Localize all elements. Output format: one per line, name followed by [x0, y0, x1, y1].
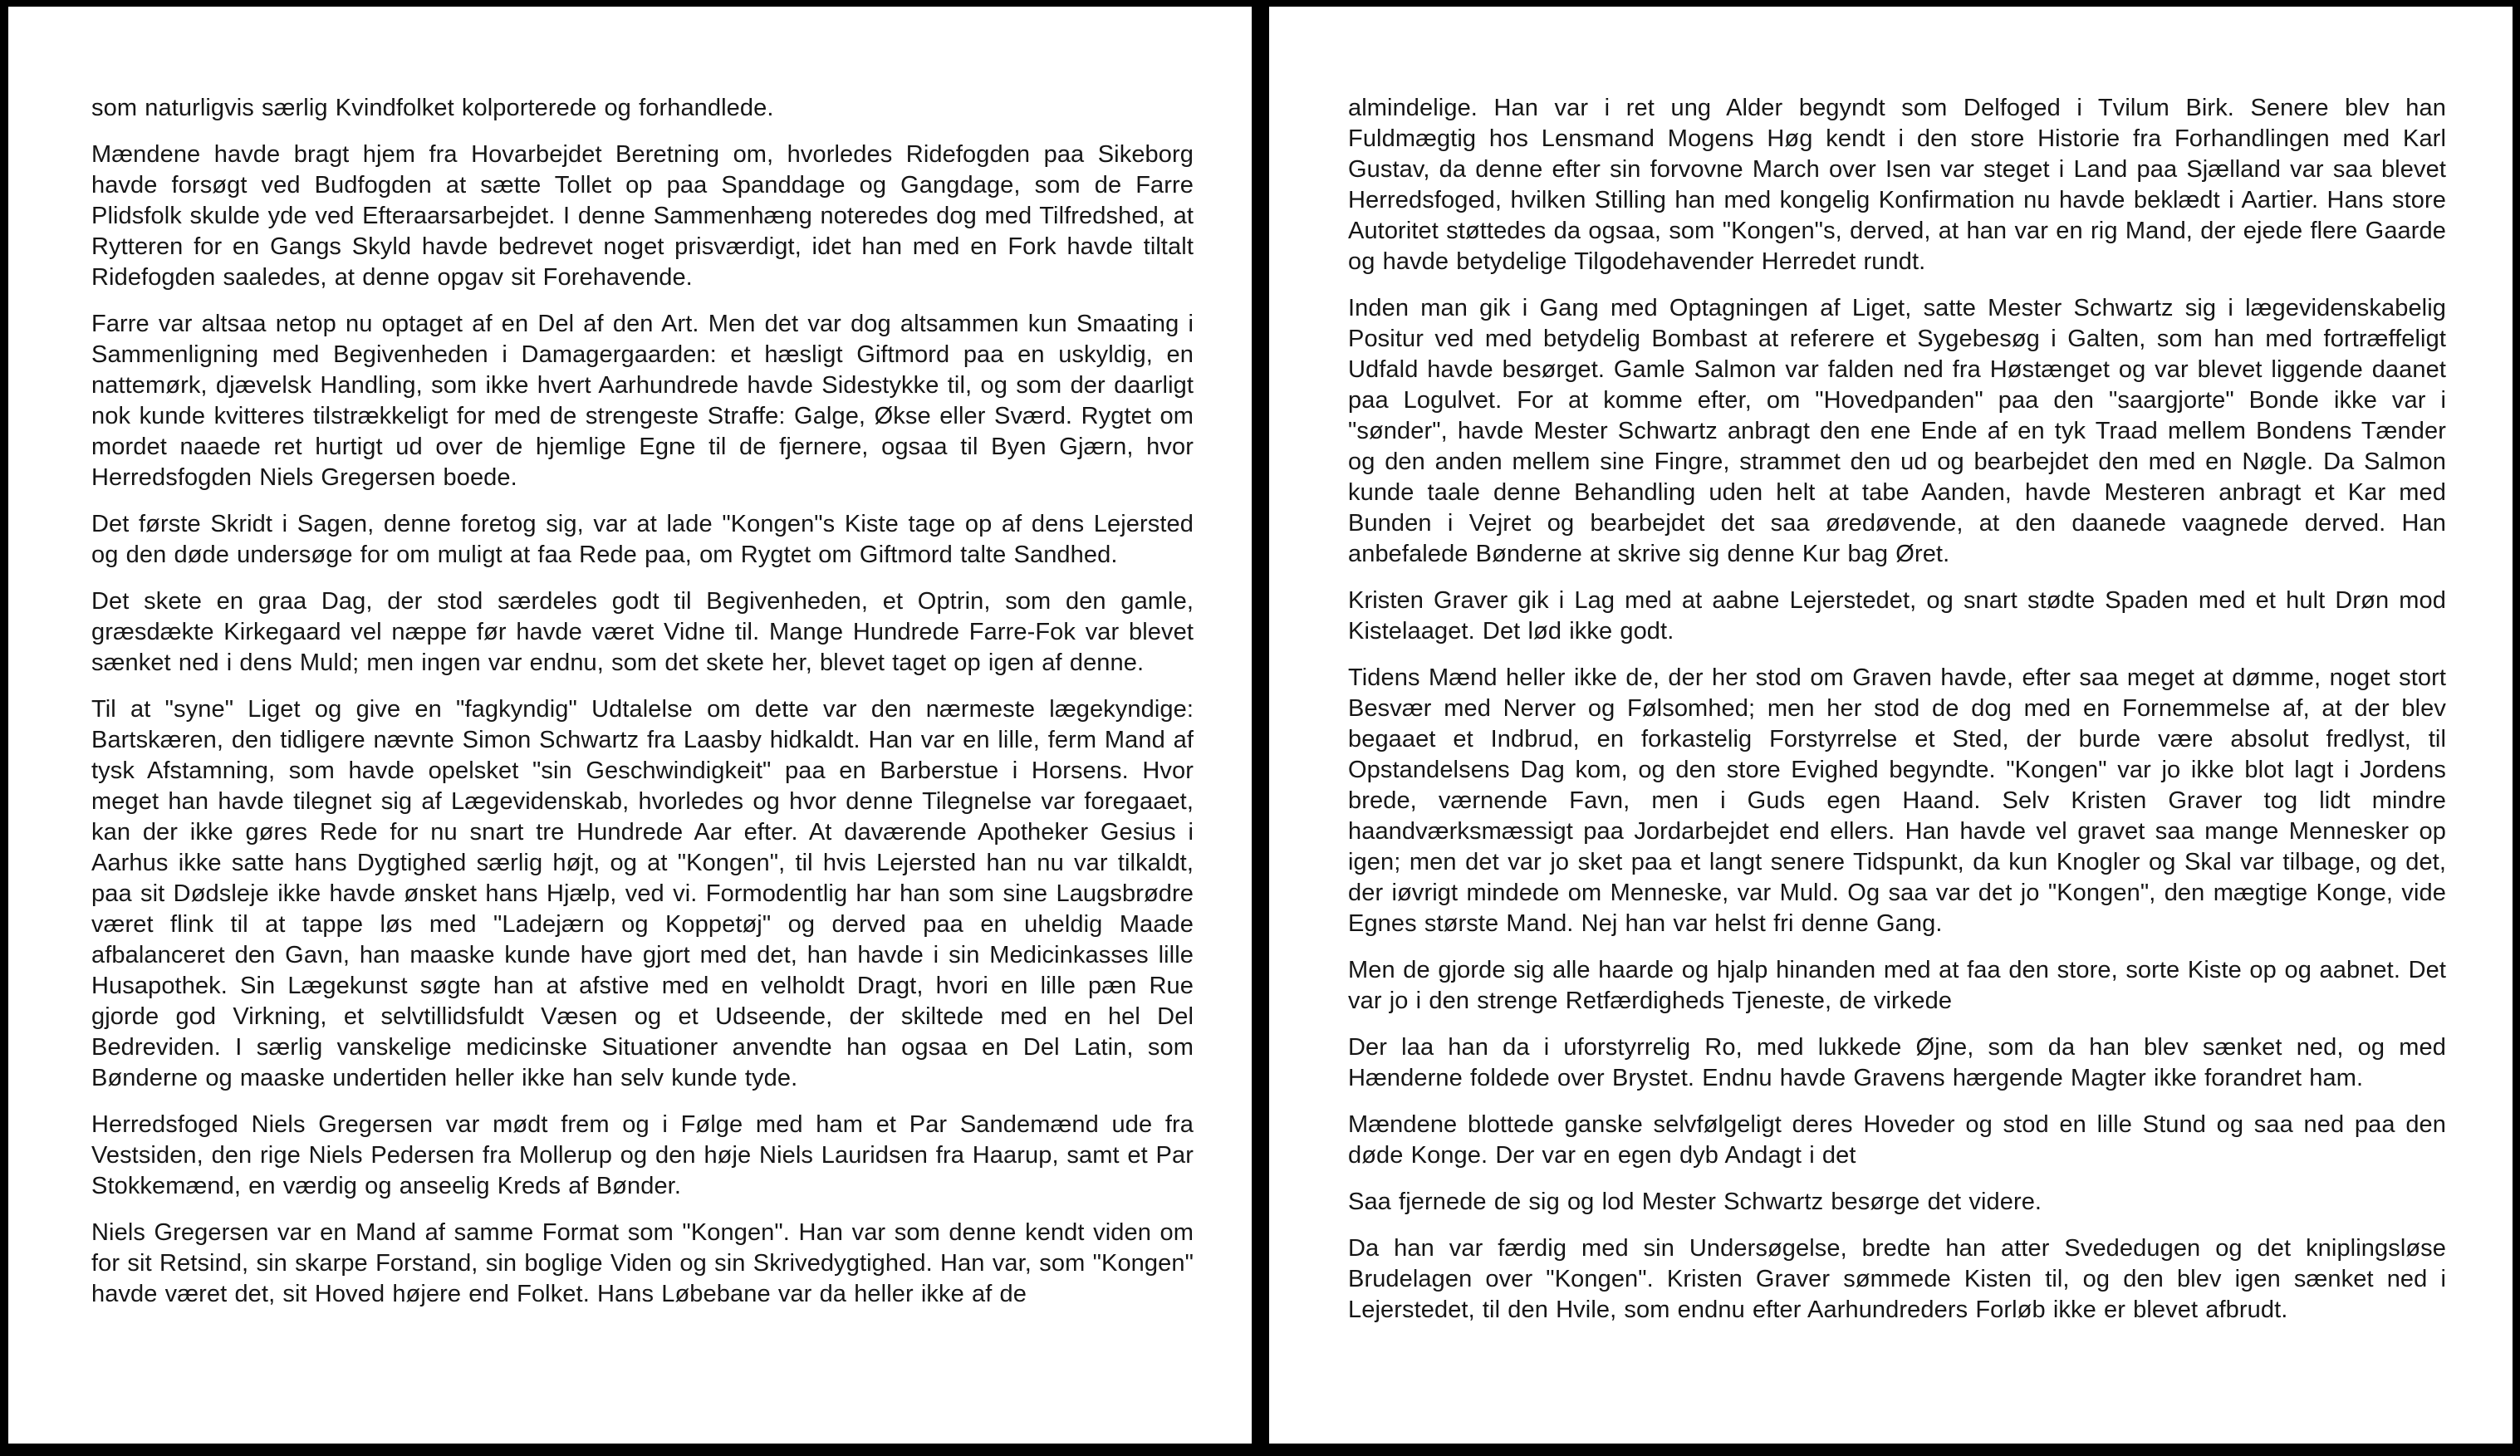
paragraph: Herredsfoged Niels Gregersen var mødt frem og i Følge med ham et Par Sandemænd ude fra Vestsiden, den rige Niels Pedersen fra Mollerup og den høje Niels Lauridsen fra Haarup, samt et Par Stokkemænd, en værdig og anseelig Kreds af Bønder.	[91, 1111, 1194, 1199]
paragraph: Det skete en graa Dag, der stod særdeles godt til Begivenheden, et Optrin, som den gamle, græsdækte Kirkegaard vel næppe før havde været Vidne til. Mange Hundrede Farre-Fok var blevet sænket ned i dens Muld; men ingen var endnu, som det skete her, blevet taget op igen af denne.	[91, 588, 1194, 676]
paragraph: Men de gjorde sig alle haarde og hjalp hinanden med at faa den store, sorte Kiste op og aabnet. Det var jo i den strenge Retfærdigheds Tjeneste, de virkede	[1348, 957, 2446, 1014]
paragraph: almindelige. Han var i ret ung Alder begyndt som Delfoged i Tvilum Birk. Senere blev han Fuldmægtig hos Lensmand Mogens Høg kendt i den store Historie fra Forhandlingen med Karl Gustav, da denne efter sin forvovne March over Isen var steget i Land paa Sjælland var saa blevet Herredsfoged, hvilken Stilling han med kongelig Konfirmation nu havde beklædt i Aartier. Hans store Autoritet støttedes da ogsaa, som "Kongen"s, derved, at han var en rig Mand, der ejede flere Gaarde og havde betydelige Tilgodehavender Herredet rundt.	[1348, 95, 2446, 275]
paragraph: Niels Gregersen var en Mand af samme Format som "Kongen". Han var som denne kendt viden om for sit Retsind, sin skarpe Forstand, sin boglige Viden og sin Skrivedygtighed. Han var, som "Kongen" havde været det, sit Hoved højere end Folket. Hans Løbebane var da heller ikke af de	[91, 1219, 1194, 1307]
paragraph: Til at "syne" Liget og give en "fagkyndig" Udtalelse om dette var den nærmeste lægekyndige: Bartskæren, den tidligere nævnte Simon Schwartz fra Laasby hidkaldt. Han var en lille, ferm Mand af tysk Afstamning, som havde opelsket "sin Geschwindigkeit" paa en Barberstue i Horsens. Hvor meget han havde tilegnet sig af Lægevidenskab, hvorledes og hvor denne Tilegnelse var foregaaet, kan der ikke gøres Rede for nu snart tre Hundrede Aar efter. At daværende Apotheker Gesius i Aarhus ikke satte hans Dygtighed særlig højt, og at "Kongen", til hvis Lejersted han nu var tilkaldt, paa sit Dødsleje ikke havde ønsket hans Hjælp, ved vi. Formodentlig har han som sine Laugsbrødre været flink til at tappe løs med "Ladejærn og Koppetøj" og derved paa en uheldig Maade afbalanceret den Gavn, han maaske kunde have gjort med det, han havde i sin Medicinkasses lille Husapothek. Sin Lægekunst søgte han at afstive med en velholdt Dragt, hvori en lille pæn Rue gjorde god Virkning, et selvtillidsfuldt Væsen og et Udseende, der skiltede med en hel Del Bedreviden. I særlig vanskelige medicinske Situationer anvendte han ogsaa en Del Latin, som Bønderne og maaske undertiden heller ikke han selv kunde tyde.	[91, 696, 1194, 1091]
paragraph: Da han var færdig med sin Undersøgelse, bredte han atter Svededugen og det kniplingsløse Brudelagen over "Kongen". Kristen Graver sømmede Kisten til, og den blev igen sænket ned i Lejerstedet, til den Hvile, som endnu efter Aarhundreders Forløb ikke er blevet afbrudt.	[1348, 1235, 2446, 1323]
paragraph: Kristen Graver gik i Lag med at aabne Lejerstedet, og snart stødte Spaden med et hult Drøn mod Kistelaaget. Det lød ikke godt.	[1348, 587, 2446, 645]
paragraph: Farre var altsaa netop nu optaget af en Del af den Art. Men det var dog altsammen kun Smaating i Sammenligning med Begivenheden i Damagergaarden: et hæsligt Giftmord paa en uskyldig, en nattemørk, djævelsk Handling, som ikke hvert Aarhundrede havde Sidestykke til, og som der daarligt nok kunde kvitteres tilstrækkeligt for med de strengeste Straffe: Galge, Økse eller Sværd. Rygtet om mordet naaede ret hurtigt ud over de hjemlige Egne til de fjernere, ogsaa til Byen Gjærn, hvor Herredsfogden Niels Gregersen boede.	[91, 311, 1194, 491]
paragraph: Mændene blottede ganske selvfølgeligt deres Hoveder og stod en lille Stund og saa ned paa den døde Konge. Der var en egen dyb Andagt i det	[1348, 1111, 2446, 1169]
paragraph: Det første Skridt i Sagen, denne foretog sig, var at lade "Kongen"s Kiste tage op af dens Lejersted og den døde undersøge for om muligt at faa Rede paa, om Rygtet om Giftmord talte Sandhed.	[91, 511, 1194, 568]
right-page	[1269, 7, 2513, 1444]
paragraph: Saa fjernede de sig og lod Mester Schwartz besørge det videre.	[1348, 1189, 2042, 1215]
paragraph: som naturligvis særlig Kvindfolket kolporterede og forhandlede.	[91, 95, 774, 121]
paragraph: Der laa han da i uforstyrrelig Ro, med lukkede Øjne, som da han blev sænket ned, og med Hænderne foldede over Brystet. Endnu havde Gravens hærgende Magter ikke forandret ham.	[1348, 1034, 2446, 1091]
paragraph: Tidens Mænd heller ikke de, der her stod om Graven havde, efter saa meget at dømme, noget stort Besvær med Nerver og Følsomhed; men her stod de dog med en Fornemmelse af, at der blev begaaet et Indbrud, en forkastelig Forstyrrelse et Sted, der burde være absolut fredlyst, til Opstandelsens Dag kom, og den store Evighed begyndte. "Kongen" var jo ikke blot lagt i Jordens brede, værnende Favn, men i Guds egen Haand. Selv Kristen Graver tog lidt mindre haandværksmæssigt paa Jordarbejdet end ellers. Han havde vel gravet saa mange Mennesker op igen; men det var jo sket paa et langt senere Tidspunkt, da kun Knogler og Skal var tilbage, og det, der iøvrigt mindede om Menneske, var Muld. Og saa var det jo "Kongen", den mægtige Konge, vide Egnes største Mand. Nej han var helst fri denne Gang.	[1348, 664, 2446, 937]
left-page	[8, 7, 1252, 1444]
paragraph: Inden man gik i Gang med Optagningen af Liget, satte Mester Schwartz sig i lægevidenskabelig Positur ved med betydelig Bombast at referere et Sygebesøg i Galten, som han med fortræffeligt Udfald havde besørget. Gamle Salmon var falden ned fra Høstænget og var blevet liggende daanet paa Logulvet. For at komme efter, om "Hovedpanden" paa den "saargjorte" Bonde ikke var i "sønder", havde Mester Schwartz anbragt den ene Ende af en tyk Traad mellem Bondens Tænder og den anden mellem sine Fingre, strammet den ud og bearbejdet den med en Nøgle. Da Salmon kunde taale denne Behandling uden helt at tabe Aanden, havde Mesteren anbragt et Kar med Bunden i Vejret og bearbejdet det saa øredøvende, at den daanede vaagnede derved. Han anbefalede Bønderne at skrive sig denne Kur bag Øret.	[1348, 295, 2446, 567]
paragraph: Mændene havde bragt hjem fra Hovarbejdet Beretning om, hvorledes Ridefogden paa Sikeborg havde forsøgt ved Budfogden at sætte Tollet op paa Spanddage og Gangdage, som de Farre Plidsfolk skulde yde ved Efteraarsarbejdet. I denne Sammenhæng noteredes dog med Tilfredshed, at Rytteren for en Gangs Skyld havde bedrevet noget prisværdigt, idet han med en Fork havde tiltalt Ridefogden saaledes, at denne opgav sit Forehavende.	[91, 141, 1194, 291]
